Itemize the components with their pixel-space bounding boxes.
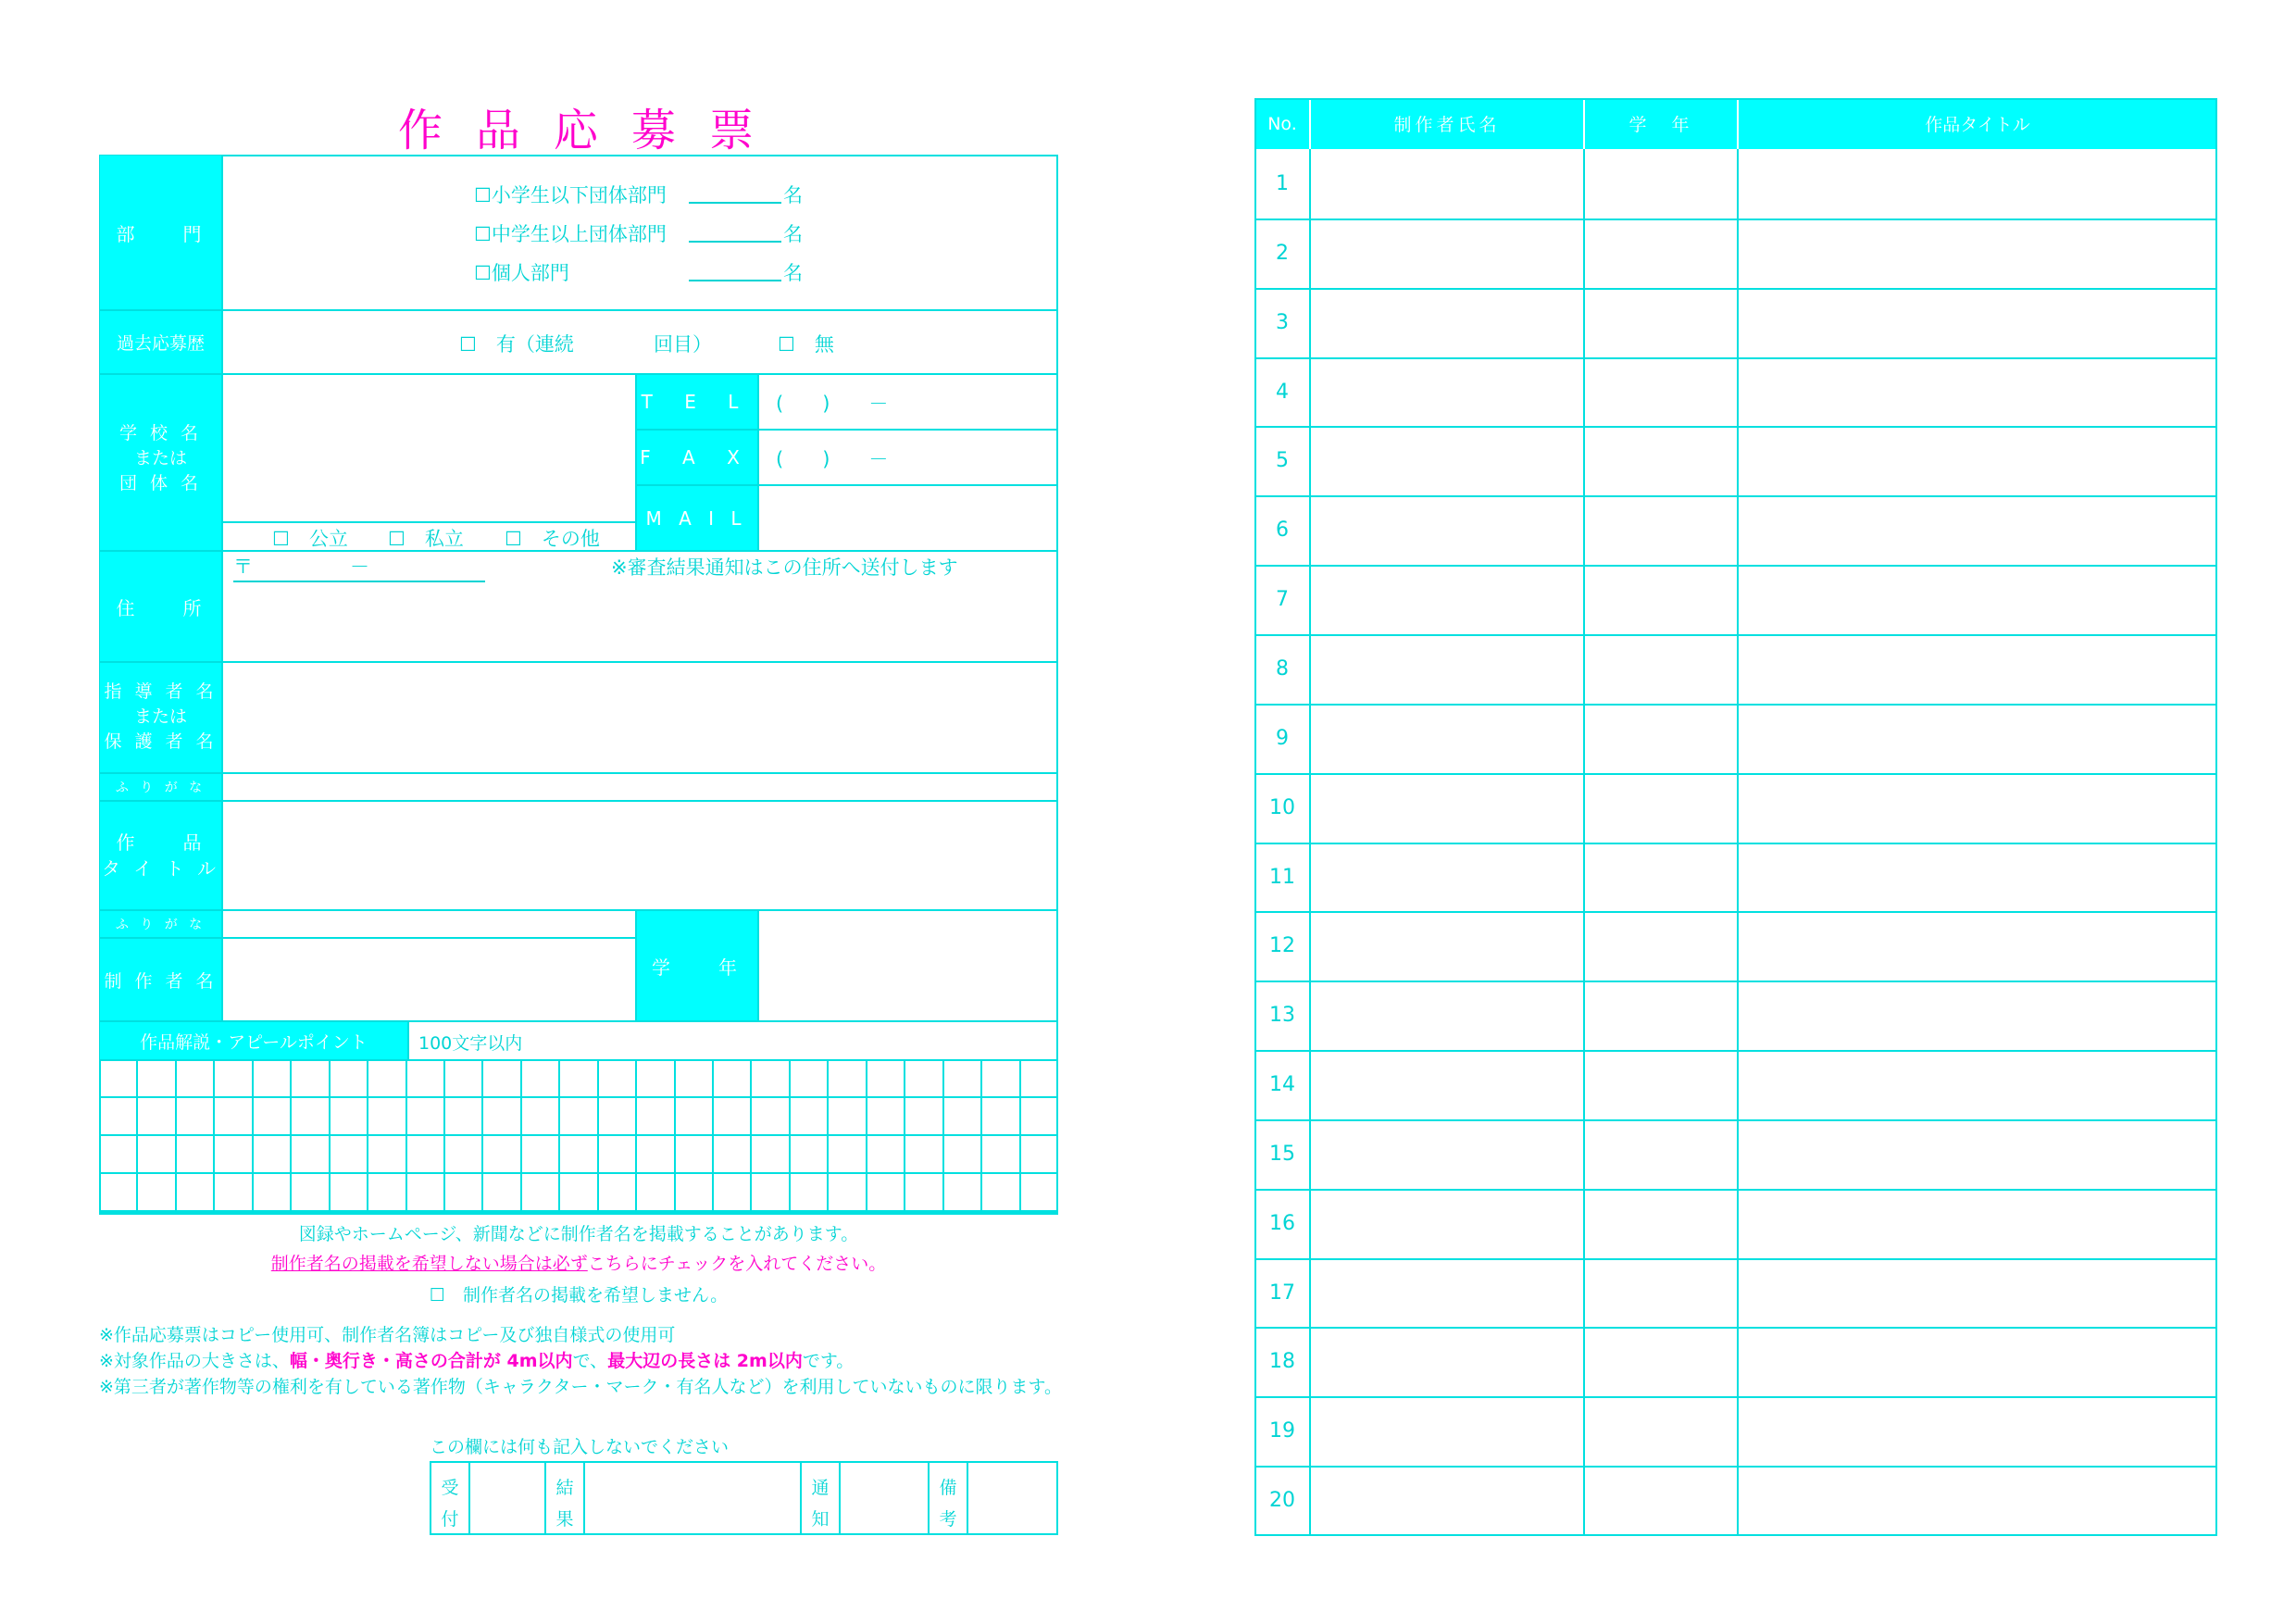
roster-row[interactable] [1255, 357, 2216, 427]
furigana-label-2: ふ り が な [115, 918, 206, 932]
school-type-private[interactable]: ☐ 私立 [388, 528, 464, 550]
roster-row[interactable] [1255, 565, 2216, 634]
no-publish-checkbox[interactable]: ☐ 制作者名の掲載を希望しません。 [429, 1285, 729, 1305]
roster-row[interactable] [1255, 426, 2216, 495]
department-unit-3: 名 [783, 262, 803, 284]
school-type-public[interactable]: ☐ 公立 [272, 528, 348, 550]
roster-row-number: 4 [1276, 381, 1289, 404]
roster-row-number: 10 [1269, 796, 1295, 819]
postal-code[interactable]: 〒 － [233, 552, 485, 582]
furigana-label-1: ふ り が な [115, 781, 206, 795]
roster-row-number: 16 [1269, 1212, 1295, 1235]
roster-row[interactable] [1255, 495, 2216, 565]
roster-row-number: 5 [1276, 449, 1289, 472]
note-2: ※対象作品の大きさは、幅・奥行き・高さの合計が 4m以内で、最大辺の長さは 2m以内です。 [99, 1351, 855, 1371]
department-unit-1: 名 [783, 184, 803, 206]
roster-row-number: 3 [1276, 311, 1289, 334]
department-count-1[interactable] [689, 202, 781, 204]
roster-row-number: 13 [1269, 1004, 1295, 1027]
roster-row[interactable] [1255, 219, 2216, 288]
instructor-label: 指 導 者 名 または 保 護 者 名 [104, 681, 218, 752]
roster-row-number: 18 [1269, 1350, 1295, 1373]
office-cell-result: 結 果 [555, 1478, 574, 1530]
appeal-writing-grid[interactable] [99, 1059, 1058, 1213]
roster-row[interactable] [1255, 149, 2216, 219]
history-yes-checkbox[interactable]: ☐ 有（連続 [459, 333, 574, 356]
roster-header-title: 作品タイトル [1925, 115, 2030, 135]
fax-label: F A X [640, 446, 753, 468]
roster-header-name: 制作者氏名 [1393, 115, 1501, 135]
roster-row-number: 15 [1269, 1143, 1295, 1166]
note-3: ※第三者が著作物等の権利を有している著作物（キャラクター・マーク・有名人など）を利用していないものに限ります。 [99, 1377, 1063, 1397]
department-option-3[interactable]: ☐個人部門 [474, 262, 569, 284]
roster-row-number: 7 [1276, 588, 1289, 611]
publish-line-2: 制作者名の掲載を希望しない場合は必ずこちらにチェックを入れてください。 [270, 1254, 887, 1274]
history-label: 過去応募歴 [116, 333, 205, 354]
roster-row[interactable] [1255, 843, 2216, 912]
roster-row[interactable] [1255, 773, 2216, 843]
grade-label: 学 年 [652, 956, 741, 979]
roster-row[interactable] [1255, 1258, 2216, 1328]
maker-label: 制 作 者 名 [104, 970, 218, 992]
roster-row-number: 1 [1276, 172, 1289, 195]
address-label: 住 所 [116, 596, 206, 619]
office-cell-remarks: 備 考 [939, 1478, 957, 1530]
roster-row-number: 12 [1269, 934, 1295, 957]
office-cell-receipt: 受 付 [441, 1478, 459, 1530]
address-note: ※審査結果通知はこの住所へ送付します [611, 556, 958, 579]
department-option-1[interactable]: ☐小学生以下団体部門 [474, 184, 667, 206]
appeal-limit: 100文字以内 [418, 1033, 523, 1054]
office-cell-notice: 通 知 [811, 1478, 830, 1530]
roster-row-number: 14 [1269, 1073, 1295, 1096]
roster-row[interactable] [1255, 288, 2216, 357]
roster-row[interactable] [1255, 1189, 2216, 1258]
school-type-other[interactable]: ☐ その他 [505, 528, 600, 550]
roster-row[interactable] [1255, 704, 2216, 773]
roster-row-number: 6 [1276, 518, 1289, 542]
note-1: ※作品応募票はコピー使用可、制作者名簿はコピー及び独自様式の使用可 [99, 1325, 676, 1345]
roster-row[interactable] [1255, 1050, 2216, 1119]
roster-row[interactable] [1255, 634, 2216, 704]
roster-header-no: No. [1267, 113, 1297, 134]
roster-row-number: 9 [1276, 727, 1289, 750]
roster-row-number: 2 [1276, 242, 1289, 265]
history-no-checkbox[interactable]: ☐ 無 [778, 333, 834, 356]
department-label: 部 門 [116, 222, 206, 245]
history-count: 回目） [654, 333, 712, 356]
tel-value[interactable]: ( ) － [776, 393, 889, 415]
fax-value[interactable]: ( ) － [776, 448, 889, 470]
roster-row[interactable] [1255, 911, 2216, 981]
roster-row[interactable] [1255, 1466, 2216, 1535]
roster-row-number: 8 [1276, 657, 1289, 681]
roster-row-number: 20 [1269, 1489, 1295, 1512]
roster-row-number: 19 [1269, 1419, 1295, 1443]
roster-header-grade: 学 年 [1628, 115, 1693, 135]
work-title-label: 作 品 タ イ ト ル [101, 831, 220, 880]
publish-line-1: 図録やホームページ、新聞などに制作者名を掲載することがあります。 [298, 1224, 859, 1244]
department-unit-2: 名 [783, 223, 803, 245]
appeal-label: 作品解説・アピールポイント [140, 1031, 368, 1053]
roster-row[interactable] [1255, 1396, 2216, 1466]
mail-label: M A I L [645, 506, 747, 530]
roster-row-number: 11 [1269, 866, 1295, 889]
roster-row-number: 17 [1269, 1281, 1295, 1305]
roster-row[interactable] [1255, 1327, 2216, 1396]
roster-row[interactable] [1255, 981, 2216, 1050]
department-option-2[interactable]: ☐中学生以上団体部門 [474, 223, 667, 245]
department-count-3[interactable] [689, 280, 781, 281]
roster-row[interactable] [1255, 1119, 2216, 1189]
tel-label: T E L [641, 391, 752, 413]
office-caption: この欄には何も記入しないでください [430, 1437, 730, 1457]
department-count-2[interactable] [689, 241, 781, 243]
form-title: 作品応募票 [398, 105, 788, 156]
school-label: 学 校 名 または 団 体 名 [119, 423, 203, 493]
